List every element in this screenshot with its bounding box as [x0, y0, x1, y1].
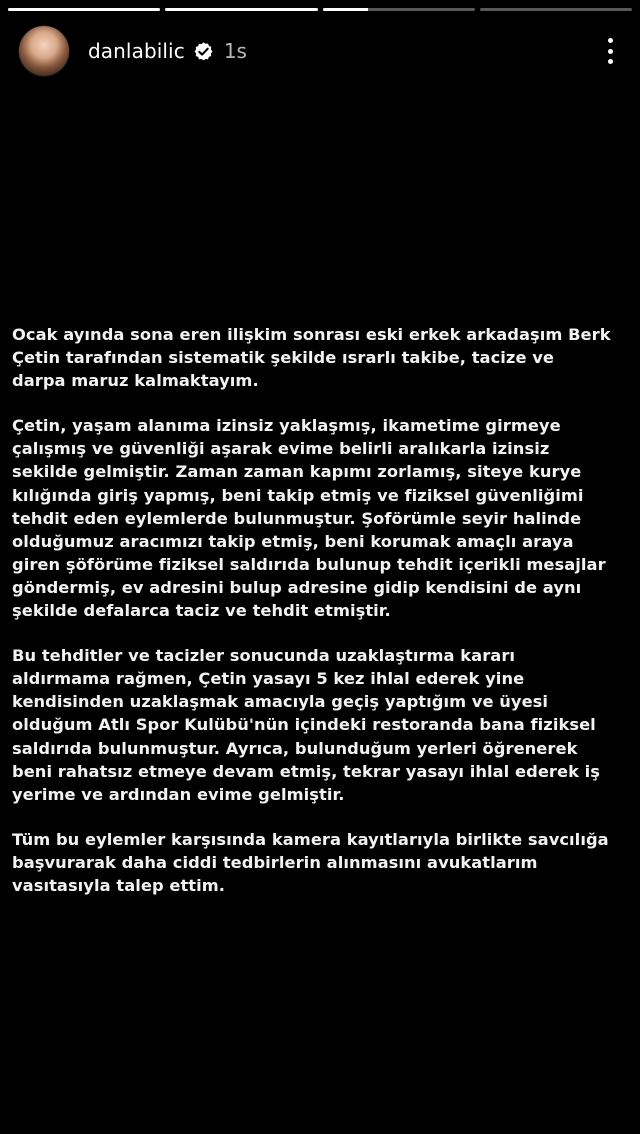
story-progress-bar [8, 8, 632, 11]
text-line: Tüm bu eylemler karşısında kamera kayıtlarıyla birlikte savcılığa [12, 829, 609, 849]
text-line: tehdit eden eylemlerde bulunmuştur. Şoförümle seyir halinde [12, 508, 582, 528]
more-vertical-icon [608, 49, 613, 54]
more-vertical-icon [608, 59, 613, 64]
progress-fill [165, 8, 317, 11]
text-line: şekilde defalarca taciz ve tehdit etmiştir. [12, 601, 391, 621]
text-line: kılığında giriş yapmış, beni takip etmiş ve fiziksel güvenliğimi [12, 485, 584, 505]
text-line: giren şöförüme fiziksel saldırıda bulunup tehdit içerikli mesajlar [12, 554, 606, 574]
text-line: başvurarak daha ciddi tedbirlerin alınmasını avukatlarım [12, 852, 538, 872]
story-text [12, 323, 620, 919]
text-line: vasıtasıyla talep ettim. [12, 875, 226, 895]
paragraph [12, 644, 620, 806]
story-progress-segment [480, 8, 632, 11]
paragraph [12, 323, 620, 392]
post-time: 1s [223, 39, 247, 63]
more-options-button[interactable] [600, 36, 620, 66]
text-line: Çetin tarafından sistematik şekilde ısrarlı takibe, tacize ve [12, 348, 555, 368]
story-progress-segment [8, 8, 160, 11]
username[interactable]: danlabilic [88, 39, 185, 63]
text-line: olduğumuz aracımızı takip etmiş, beni korumak amaçlı araya [12, 531, 574, 551]
progress-fill [8, 8, 160, 11]
text-line: çalışmış ve güvenliği aşarak evime belirli aralıkarla izinsiz [12, 439, 550, 459]
paragraph [12, 828, 620, 897]
avatar[interactable] [19, 26, 69, 76]
text-line: darpa maruz kalmaktayım. [12, 371, 259, 391]
story-progress-segment [165, 8, 317, 11]
story-progress-segment [323, 8, 475, 11]
text-line: yerime ve ardından evime gelmiştir. [12, 784, 345, 804]
story-header [19, 25, 620, 77]
text-line: Bu tehditler ve tacizler sonucunda uzaklaştırma kararı [12, 646, 516, 666]
progress-fill [323, 8, 369, 11]
text-line: göndermiş, ev adresini bulup adresine gidip kendisini de aynı [12, 577, 582, 597]
text-line: olduğum Atlı Spor Kulübü'nün içindeki restoranda bana fiziksel [12, 715, 596, 735]
text-line: sekilde gelmiştir. Zaman zaman kapımı zorlamış, siteye kurye [12, 462, 582, 482]
text-line: Ocak ayında sona eren ilişkim sonrası eski erkek arkadaşım Berk [12, 325, 611, 344]
paragraph [12, 414, 620, 622]
text-line: Çetin, yaşam alanıma izinsiz yaklaşmış, ikametime girmeye [12, 416, 561, 436]
text-line: saldırıda bulunmuştur. Ayrıca, bulunduğum yerleri öğrenerek [12, 738, 578, 758]
text-line: beni rahatsız etmeye devam etmiş, tekrar yasayı ihlal ederek iş [12, 761, 601, 781]
text-line: kendisinden uzaklaşmak amacıyla geçiş yaptığım ve üyesi [12, 692, 549, 712]
verified-badge-icon [193, 41, 214, 62]
more-vertical-icon [608, 38, 613, 43]
text-line: aldırmama rağmen, Çetin yasayı 5 kez ihlal ederek yine [12, 669, 525, 689]
